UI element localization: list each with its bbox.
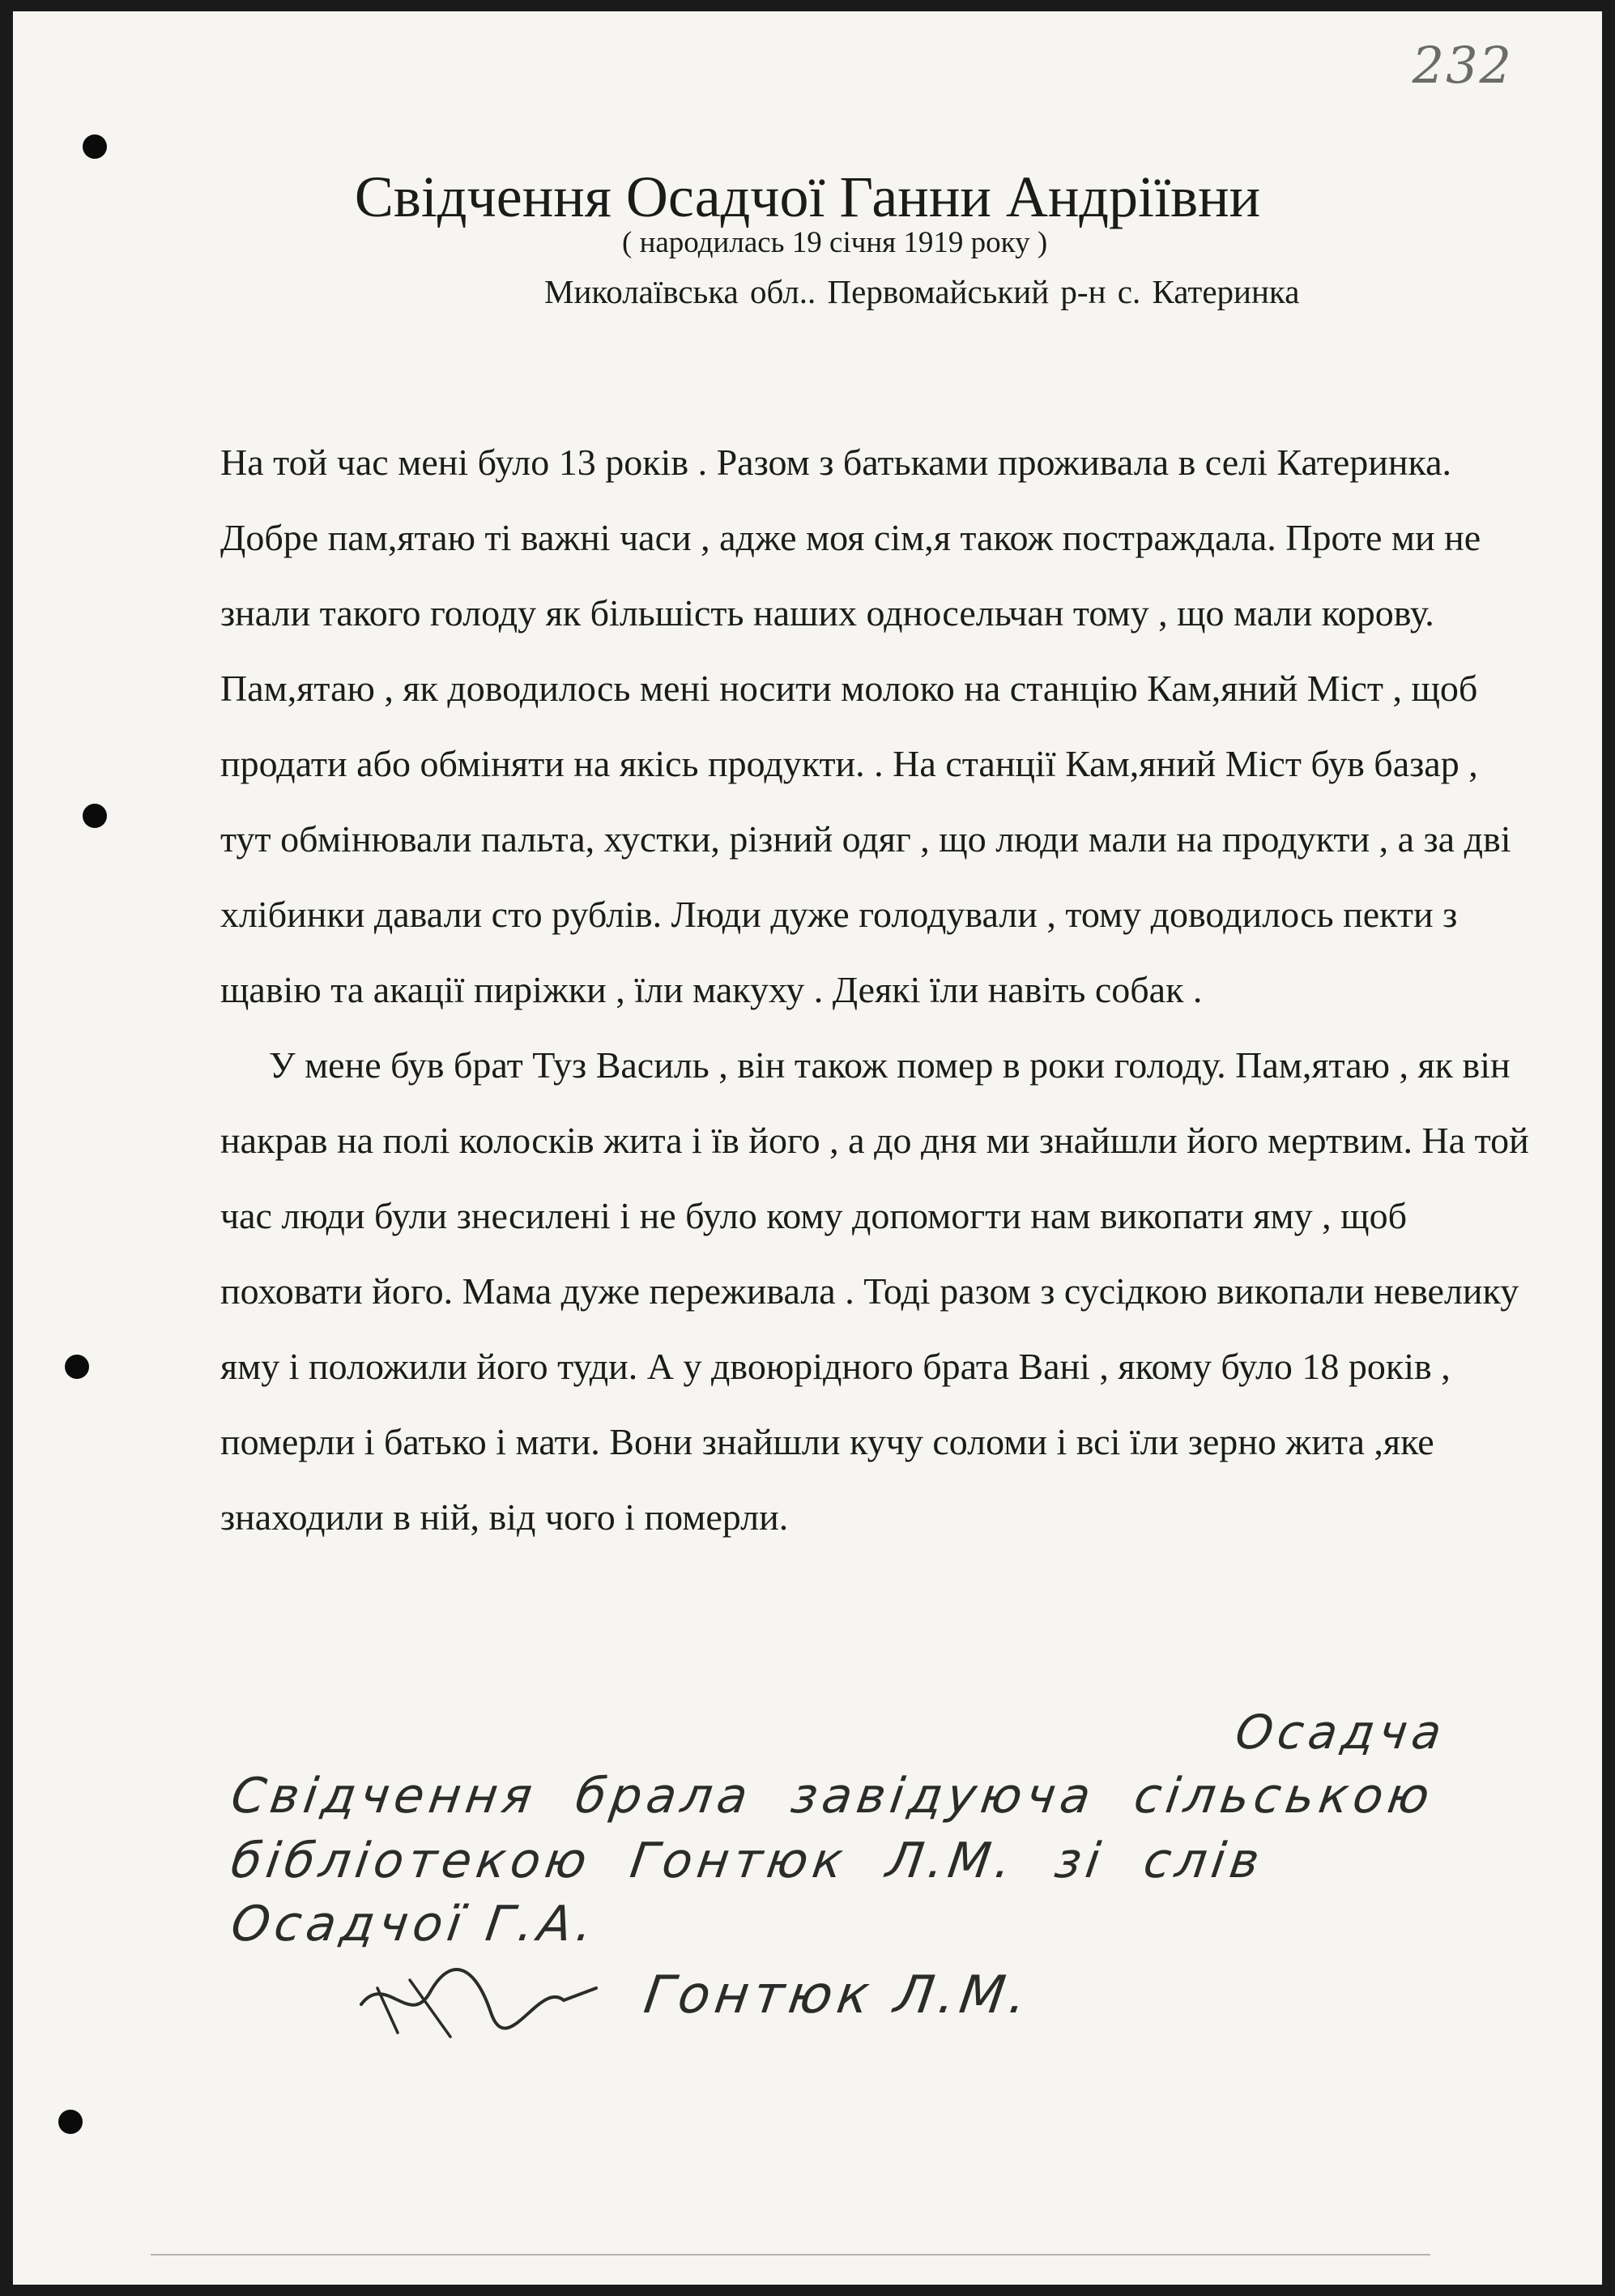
punch-hole-lower-middle	[65, 1355, 89, 1379]
punch-hole-top	[83, 134, 107, 159]
handwritten-note-line: бібліотекою Гонтюк Л.М. зі слів	[228, 1833, 1268, 1889]
testimony-paragraph: На той час мені було 13 років . Разом з батьками проживала в селі Катеринка. Добре пам,ятаю ті важні часи , адже моя сім,я також постраждала. Проте ми не знали такого голоду як більшість наших односельчан тому , що мали корову. Пам,ятаю , як доводилось мені носити молоко на станцію Кам,яний Міст , щоб продати або обміняти на якісь продукти. . На станції Кам,яний Міст був базар , тут обмінювали пальта, хустки, різний одяг , що люди мали на продукти , а за дві хлібинки давали сто рублів. Люди дуже голодували , тому доводилось пекти з щавію та акації пиріжки , їли макуху . Деякі їли навіть собак .	[220, 442, 1511, 1010]
handwritten-signature: Гонтюк Л.М.	[640, 1965, 1036, 2025]
handwritten-surname: Осадча	[1232, 1705, 1450, 1760]
bottom-divider	[151, 2254, 1430, 2255]
testimony-body	[220, 425, 1532, 1555]
handwritten-note-line: Осадчої Г.А.	[228, 1896, 601, 1952]
document-title: Свідчення Осадчої Ганни Андріївни	[354, 164, 1261, 229]
signature-scribble	[353, 1956, 612, 2053]
handwritten-note-line: Свідчення брала завідуюча сільською	[228, 1768, 1438, 1824]
birth-date-line: ( народилась 19 січня 1919 року )	[622, 226, 1048, 259]
location-line: Миколаївська обл.. Первомайський р-н с. Катеринка	[544, 273, 1300, 310]
punch-hole-upper-middle	[83, 804, 107, 828]
punch-hole-bottom	[58, 2110, 83, 2134]
document-page	[13, 11, 1602, 2285]
page-number: 232	[1412, 36, 1513, 95]
testimony-paragraph: У мене був брат Туз Василь , він також помер в роки голоду. Пам,ятаю , як він накрав на полі колосків жита і їв його , а до дня ми знайшли його мертвим. На той час люди були знесилені і не було кому допомогти нам викопати яму , щоб поховати його. Мама дуже переживала . Тоді разом з сусідкою викопали невелику яму і положили його туди. А у двоюрідного брата Вані , якому було 18 років , померли і батько і мати. Вони знайшли кучу соломи і всі їли зерно жита ,яке знаходили в ній, від чого і померли.	[220, 1044, 1529, 1538]
